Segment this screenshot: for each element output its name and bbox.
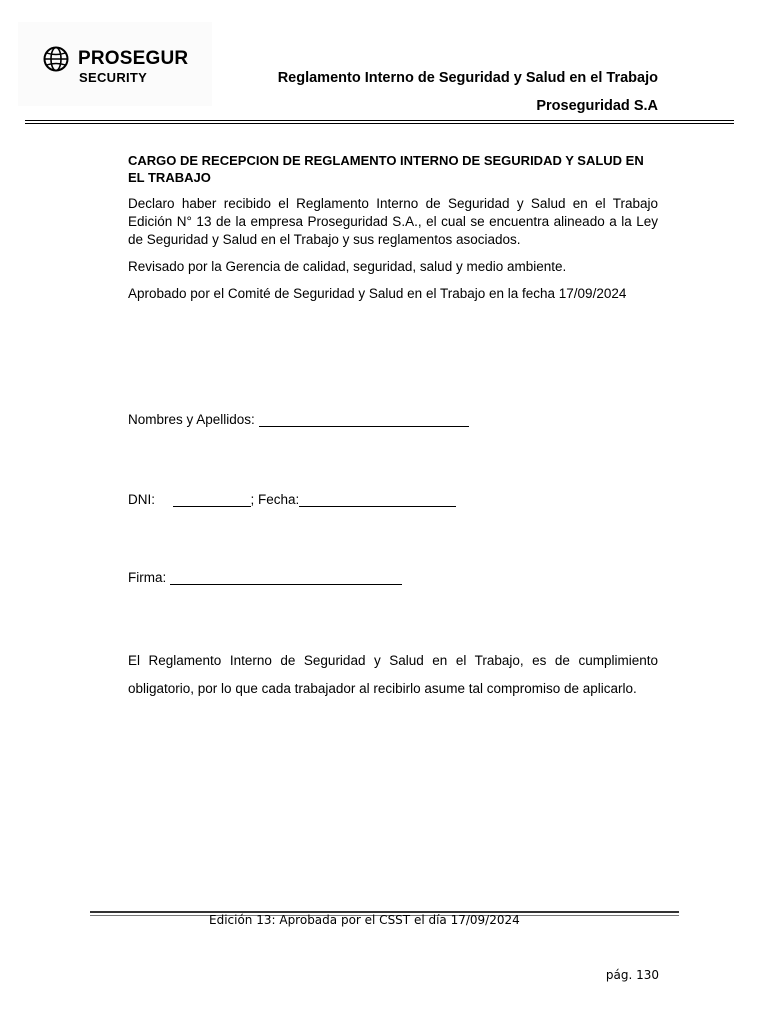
dni-label: DNI:	[128, 492, 155, 507]
main-content	[128, 152, 658, 312]
section-heading: CARGO DE RECEPCION DE REGLAMENTO INTERNO DE SEGURIDAD Y SALUD EN EL TRABAJO	[128, 153, 644, 185]
names-label: Nombres y Apellidos:	[128, 412, 255, 427]
approval-paragraph: Aprobado por el Comité de Seguridad y Salud en el Trabajo en la fecha 17/09/2024	[128, 286, 627, 301]
header-rule-secondary	[25, 123, 734, 124]
dni-blank[interactable]	[173, 492, 251, 507]
names-blank[interactable]	[259, 412, 469, 427]
review-paragraph: Revisado por la Gerencia de calidad, seguridad, salud y medio ambiente.	[128, 259, 567, 274]
logo-subtitle: SECURITY	[79, 70, 148, 85]
company-name: Proseguridad S.A	[536, 98, 658, 114]
page-number: pág. 130	[605, 968, 659, 982]
closing-paragraph: El Reglamento Interno de Seguridad y Salud en el Trabajo, es de cumplimiento obligatorio, por lo que cada trabajador al recibirlo asume tal compromiso de aplicarlo.	[128, 653, 658, 696]
signature-label: Firma:	[128, 570, 167, 585]
names-field	[128, 412, 469, 427]
signature-blank[interactable]	[170, 570, 402, 585]
document-title: Reglamento Interno de Seguridad y Salud en el Trabajo	[277, 70, 658, 86]
dni-date-field	[128, 492, 456, 507]
header-rule	[25, 120, 734, 121]
globe-icon	[43, 46, 69, 72]
declaration-paragraph: Declaro haber recibido el Reglamento Interno de Seguridad y Salud en el Trabajo Edición N° 13 de la empresa Proseguridad S.A., el cual se encuentra alineado a la Ley de Seguridad y Salud en el Trabajo y sus reglamentos asociados.	[128, 196, 658, 247]
date-label: ; Fecha:	[250, 492, 300, 507]
footer-edition: Edición 13: Aprobada por el CSST el día 17/09/2024	[209, 913, 520, 927]
signature-field	[128, 570, 402, 585]
date-blank[interactable]	[299, 492, 456, 507]
logo-name: PROSEGUR	[78, 48, 189, 69]
